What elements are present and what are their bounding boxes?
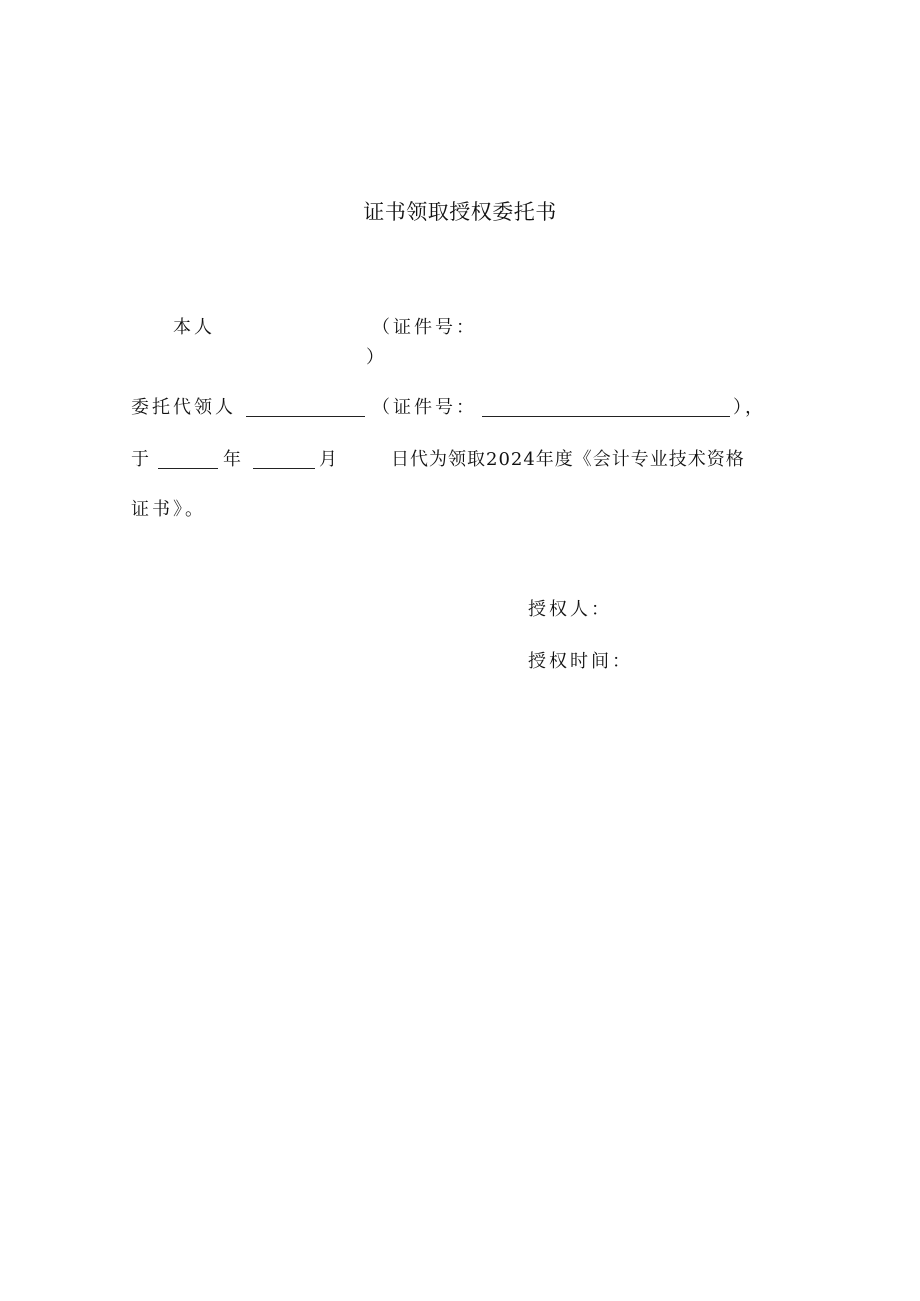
authorizer-label: 授权人： (528, 599, 612, 620)
year-blank (158, 450, 218, 469)
authorization-date-label: 授权时间： (528, 651, 633, 672)
purpose-text: 日代为领取2024年度《会计专业技术资格 (391, 449, 745, 470)
document-title: 证书领取授权委托书 (363, 200, 557, 224)
principal-id-close: ） (366, 347, 387, 368)
agent-id-open: （证件号： (372, 397, 477, 418)
principal-id-open: （证件号： (372, 317, 477, 338)
agent-id-blank (482, 398, 730, 417)
year-label: 年 (223, 449, 244, 470)
month-blank (253, 450, 315, 469)
month-label: 月 (319, 449, 340, 470)
principal-label: 本人 (173, 317, 215, 338)
agent-label: 委托代领人 (131, 397, 236, 418)
purpose-continuation: 证书》。 (131, 499, 206, 520)
agent-id-close: ）， (733, 397, 766, 418)
date-prefix: 于 (131, 449, 152, 470)
agent-name-blank (246, 398, 365, 417)
